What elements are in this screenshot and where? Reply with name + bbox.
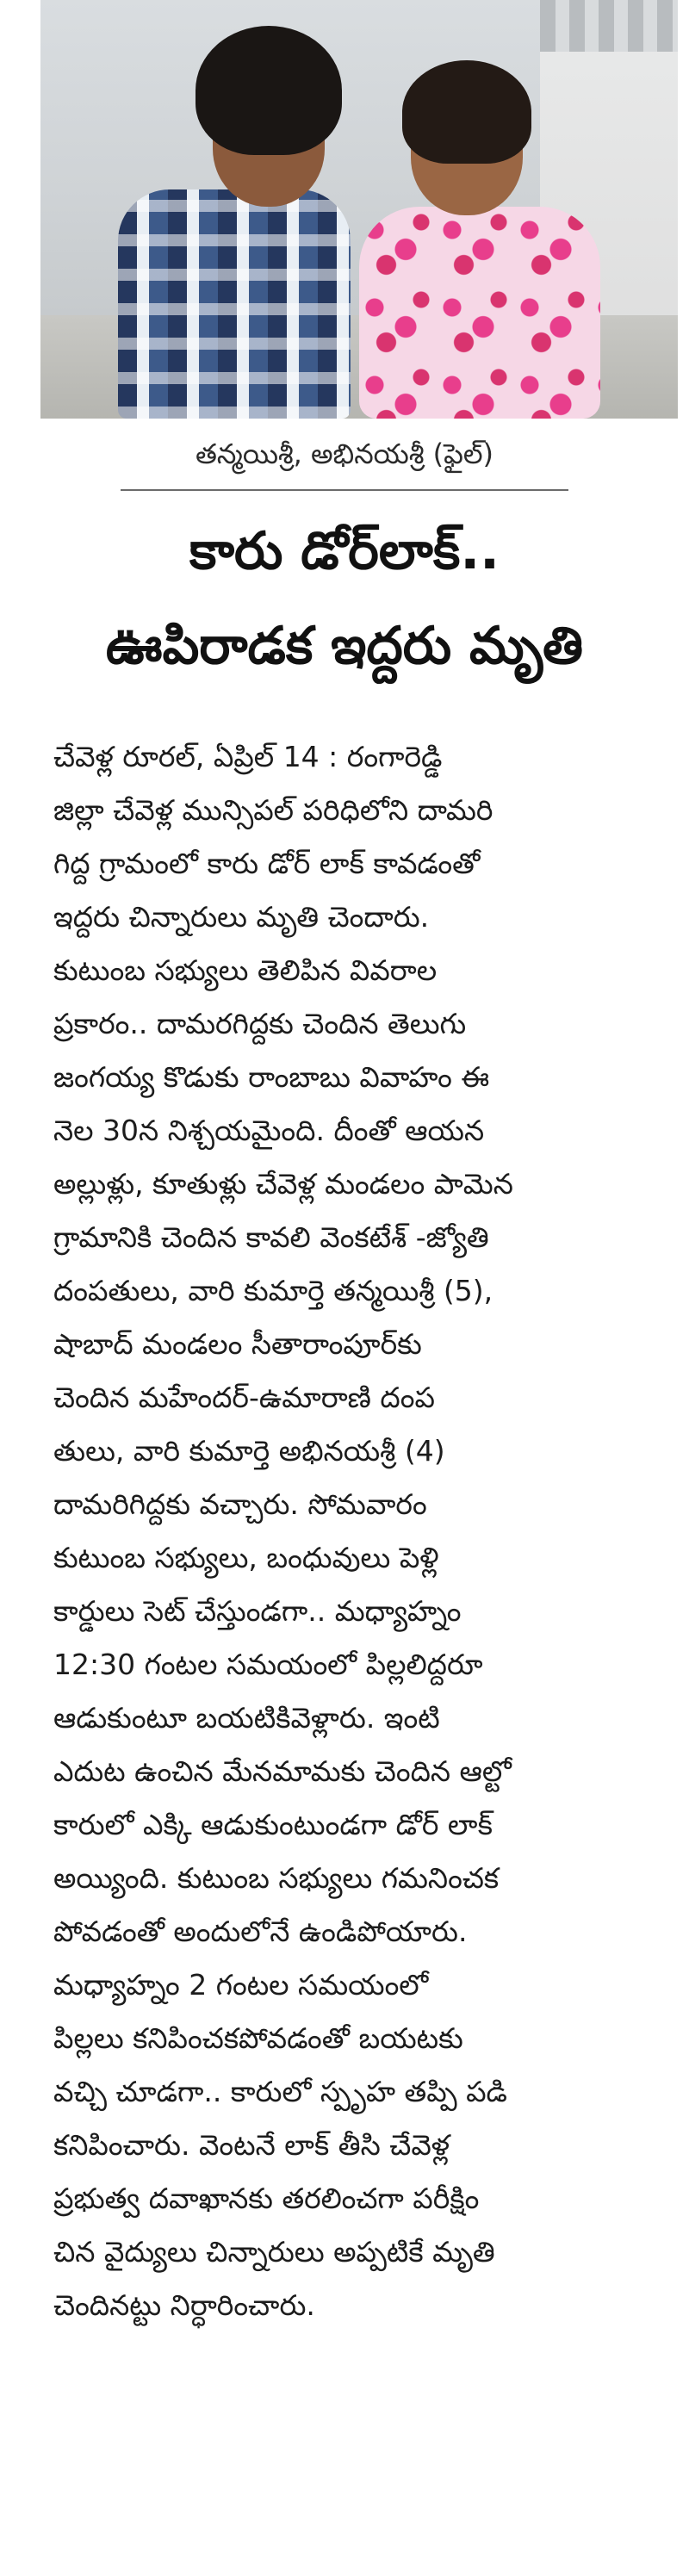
headline-line-1: కారు డోర్‌లాక్.. <box>189 521 500 581</box>
article-line: ప్రభుత్వ దవాఖానకు తరలించగా పరీక్షిం <box>53 2182 480 2215</box>
article-line: చేవెళ్ల రూరల్, ఏప్రిల్ 14 : రంగారెడ్డి <box>53 740 443 773</box>
background-parapet <box>540 0 678 52</box>
article-line: ఆడుకుంటూ బయటికివెళ్లారు. ఇంటి <box>53 1701 440 1735</box>
article-line: దామరిగిద్దకు వచ్చారు. సోమవారం <box>53 1487 427 1521</box>
article-line: మధ్యాహ్నం 2 గంటల సమయంలో <box>53 1968 429 2002</box>
child-left-hair <box>196 26 342 155</box>
child-right-hair <box>402 60 531 164</box>
children-photo <box>40 0 678 419</box>
article-line: అయ్యింది. కుటుంబ సభ్యులు గమనించక <box>53 1861 500 1895</box>
article-line: చెందిన మహేందర్-ఉమారాణి దంప <box>53 1381 435 1414</box>
photo-caption: తన్మయిశ్రీ, అభినయశ్రీ (ఫైల్) <box>195 438 494 470</box>
article-line: పోవడంతో అందులోనే ఉండిపోయారు. <box>53 1915 468 1948</box>
article-line: షాబాద్ మండలం సీతారాంపూర్‌కు <box>53 1327 422 1361</box>
child-left-shirt <box>118 189 351 419</box>
article-line: అల్లుళ్లు, కూతుళ్లు చేవెళ్ల మండలం పామెన <box>53 1167 513 1201</box>
caption-divider <box>121 489 568 491</box>
child-right <box>325 60 635 419</box>
article-line: ప్రకారం.. దామరగిద్దకు చెందిన తెలుగు <box>53 1007 467 1040</box>
article-line: జిల్లా చేవెళ్ల మున్సిపల్ పరిధిలోని దామరి <box>53 793 493 827</box>
article-line: దంపతులు, వారి కుమార్తె తన్మయిశ్రీ (5), <box>53 1274 493 1307</box>
article-line: కుటుంబ సభ్యులు తెలిపిన వివరాల <box>53 953 438 987</box>
article-line: పిల్లలు కనిపించకపోవడంతో బయటకు <box>53 2021 463 2055</box>
article-line: కారులో ఎక్కి ఆడుకుంటుండగా డోర్ లాక్ <box>53 1808 493 1841</box>
article-line: వచ్చి చూడగా.. కారులో స్పృహ తప్పి పడి <box>53 2075 507 2108</box>
article-line: చిన వైద్యులు చిన్నారులు అప్పటికే మృతి <box>53 2235 495 2269</box>
child-right-dress <box>359 207 600 419</box>
article-line: తులు, వారి కుమార్తె అభినయశ్రీ (4) <box>53 1434 445 1468</box>
article-line: 12:30 గంటల సమయంలో పిల్లలిద్దరూ <box>53 1648 483 1681</box>
article-line: కనిపించారు. వెంటనే లాక్ తీసి చేవెళ్ల <box>53 2128 450 2162</box>
headline-line-2: ఊపిరాడక ఇద్దరు మృతి <box>105 616 584 676</box>
article-line: నెల 30న నిశ్చయమైంది. దీంతో ఆయన <box>53 1114 485 1147</box>
article-line: కుటుంబ సభ్యులు, బంధువులు పెళ్లి <box>53 1541 439 1574</box>
article-line: ఎదుట ఉంచిన మేనమామకు చెందిన ఆల్టో <box>53 1754 512 1788</box>
article-line: కార్డులు సెట్ చేస్తుండగా.. మధ్యాహ్నం <box>53 1594 462 1628</box>
article-line: గిద్ద గ్రామంలో కారు డోర్ లాక్ కావడంతో <box>53 847 481 880</box>
article-line: గ్రామానికి చెందిన కావలి వెంకటేశ్ -జ్యోతి <box>53 1220 489 1254</box>
article-line: చెందినట్టు నిర్ధారించారు. <box>53 2288 315 2322</box>
article-line: జంగయ్య కొడుకు రాంబాబు వివాహం ఈ <box>53 1060 490 1094</box>
article-line: ఇద్దరు చిన్నారులు మృతి చెందారు. <box>53 900 430 934</box>
article-body <box>53 730 670 2332</box>
